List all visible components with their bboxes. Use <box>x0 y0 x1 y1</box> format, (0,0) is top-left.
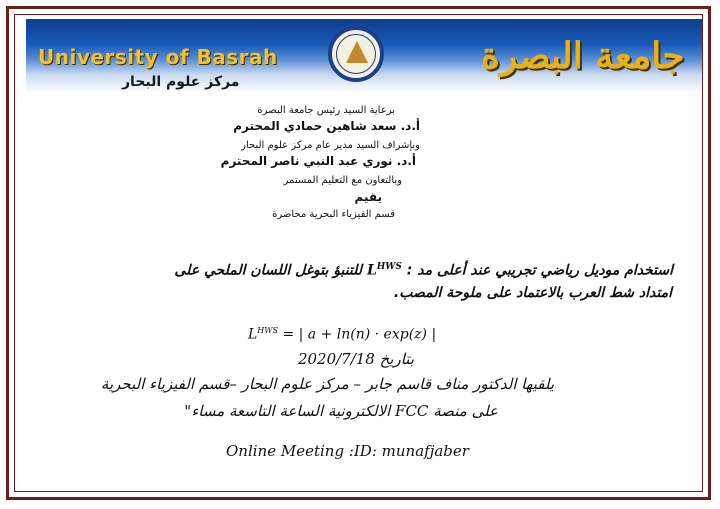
platform-line: على منصة FCC الالكترونية الساعة التاسعة مساء" <box>184 402 498 420</box>
department-line: قسم الفيزياء البحرية محاضرة <box>272 209 395 220</box>
university-name-en: University of Basrah <box>38 45 278 69</box>
director-name: أ.د. نوري عبد النبي ناصر المحترم <box>220 154 416 168</box>
sponsor-line: برعاية السيد رئيس جامعة البصرة <box>257 105 395 116</box>
online-meeting-id: Online Meeting :ID: munafjaber <box>226 442 469 460</box>
university-name-ar: جامعة البصرة <box>481 35 685 77</box>
lecture-title-line-1: استخدام موديل رياضي تجريبي عند أعلى مد : $L^{HWS}$ للتنبؤ بتوغل اللسان الملحي على <box>174 262 673 279</box>
university-seal-icon <box>328 26 384 82</box>
lecturer-line: يلقيها الدكتور مناف قاسم جابر – مركز علوم البحار –قسم الفيزياء البحرية <box>100 375 554 393</box>
center-name-ar: مركز علوم البحار <box>122 74 240 90</box>
lecture-title-line-2: امتداد شط العرب بالاعتماد على ملوحة المصب. <box>393 285 672 301</box>
formula: $L^{HWS}$ = | a + ln(n) · exp(z) | <box>248 326 437 343</box>
president-name: أ.د. سعد شاهين حمادي المحترم <box>233 119 420 133</box>
supervision-line: وبإشراف السيد مدير عام مركز علوم البحار <box>241 140 420 151</box>
cooperation-line: وبالتعاون مع التعليم المستمر <box>283 175 402 186</box>
hosts-line: يقيم <box>354 190 382 204</box>
lecture-date: بتاريخ 2020/7/18 <box>297 350 414 368</box>
